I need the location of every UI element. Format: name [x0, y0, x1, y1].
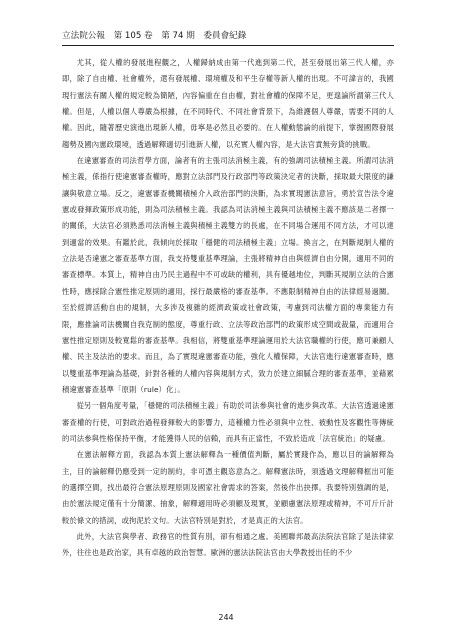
- paragraph-1: 尤其，從人權的發展進程觀之，人權歸納成由第一代進到第二代，甚至發展出第三代人權，亦即，除了自由權、社會權外，還有發展權、環境權及和平生存權等新人權的出現。不可諱言的，我國現行憲法有關人權的規定較為簡陋，內容偏重在自由權，對社會權的保障不足，更遑論所謂第三代人權。但是，人權以個人尊嚴為根據，在不同時代、不同社會背景下，為維護個人尊嚴，需要不同的人權。因此，隨著歷史演進出現新人權，毋寧是必然且必要的。在人權動態論的前提下，掌握國際發展趨勢及國內憲政環境，透過解釋適切引進新人權，以充實人權內容，是大法官責無旁貸的挑戰。: [62, 58, 394, 149]
- paragraph-4: 在憲法解釋方面，我認為本質上憲法解釋為一種價值判斷，屬於實踐作為，應以目的論解釋為主，目的論解釋仍應受到一定的制約，非可憑主觀恣意為之。解釋憲法時，須透過文理解釋框出可能的選擇空間，找出最符合憲法原理原則及國家社會需求的答案，然後作出抉擇。我要特別強調的是，由於憲法規定僅有十分簡潔、抽象，解釋適用時必須顧及現實，並顧慮憲法原理或精神，不可斤斤計較於條文的措詞，或拘泥於文句。大法官特別是對於，才是真正的大法官。: [62, 450, 394, 525]
- paragraph-3: 從另一個角度考量，「穩健的司法積極主義」有助於司法參與社會的進步與改革。大法官透過違憲審查權的行使，可對政治過程發揮較大的影響力，這種權力性必須與中立性、被動性及客觀性等傳統的司法參與性格保持平衡，才能獲得人民的信賴，而具有正當性，不致於造成「法官統治」的疑慮。: [62, 401, 394, 443]
- page-header: 立法院公報 第 105 卷 第 74 期 委員會紀錄: [62, 29, 394, 46]
- page-number: 244: [218, 613, 234, 622]
- paragraph-2: 在違憲審查的司法哲學方面，論者有的主張司法消極主義，有的強調司法積極主義。所謂司法消極主義，係指行使違憲審查權時，應對立法部門及行政部門等政策決定者的決斷，採取最大限度的謙讓與敬意立場。反之，違憲審查機關積極介入政治部門的決斷，為求實現憲法意旨，勇於宣告法令違憲或發揮政策形成功能，則為司法積極主義。我認為司法消極主義與司法積極主義不應該是二者擇一的關係，大法官必須熟悉司法消極主義與積極主義雙方的長處，在不同場合運用不同方法，才可以達到適當的效果。有鑑於此，我傾向於採取「穩健的司法積極主義」立場。換言之，在判斷規制人權的立法是否違憲之審查基準方面，我支持雙重基準理論，主張將精神自由與經濟自由分開，適用不同的審查標準。本質上，精神自由乃民主過程中不可或缺的權利，具有優越地位，判斷其規制立法的合憲性時，應採除合憲性推定原則的適用，採行最嚴格的審查基準。不應限制精神自由的法律經易過關。至於經濟活動自由的規制，大多涉及複雜的經濟政策或社會政策，考慮到司法權方面的專業能力有限，應推論司法機關自我克制的態度，尊重行政、立法等政治部門的政策形成空間或裁量，而適用合憲性推定原則及較寬鬆的審查基準。我相信，將雙重基準理論運用於大法官職權的行使，應可兼顧人權、民主及法治的要求。而且，為了實現違憲審查功能，強化人權保障，大法官進行違憲審查時，應以雙重基準理論為基礎，針對各種的人權內容與規制方式，致力於建立細膩合理的審查基準，並藉累積違憲審查基準「原則（rule）化」。: [62, 156, 394, 394]
- body-text: [62, 55, 394, 562]
- paragraph-5: 此外，大法官與學者、政務官的性質有別，卻有相通之處。美國聯邦最高法院法官除了是法律家外，往往也是政治家，具有卓越的政治智慧。歐洲的憲法法院法官由大學教授出任的不少: [62, 531, 394, 558]
